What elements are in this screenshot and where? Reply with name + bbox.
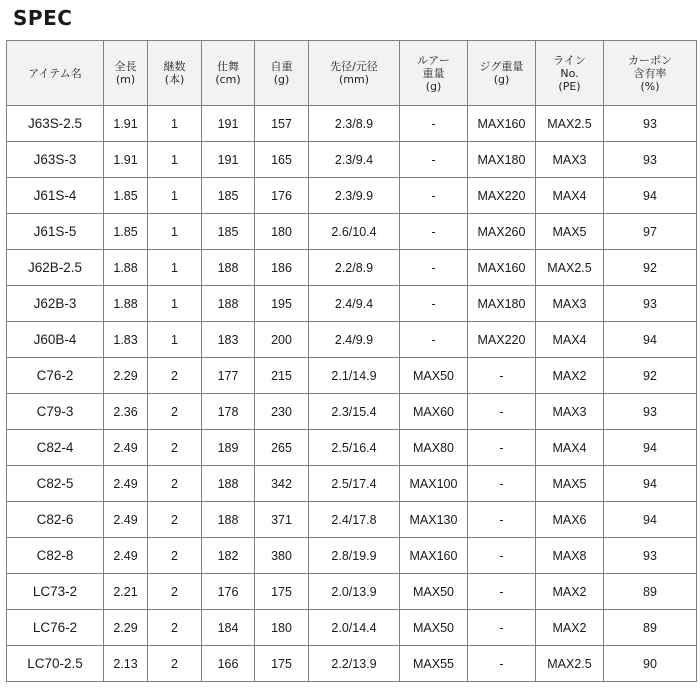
table-cell: MAX220 (468, 178, 536, 214)
table-cell: 97 (604, 214, 697, 250)
table-row (7, 214, 697, 250)
table-cell: 2.4/17.8 (309, 502, 400, 538)
table-cell: 2.5/17.4 (309, 466, 400, 502)
table-cell: - (468, 646, 536, 682)
table-cell: 380 (255, 538, 309, 574)
table-cell: 2.3/9.9 (309, 178, 400, 214)
table-row (7, 466, 697, 502)
table-cell: - (468, 610, 536, 646)
table-cell: 183 (202, 322, 255, 358)
table-cell: MAX2 (536, 610, 604, 646)
table-cell: 371 (255, 502, 309, 538)
item-name-cell: C82-4 (7, 430, 104, 466)
table-cell: 89 (604, 610, 697, 646)
table-cell: MAX55 (400, 646, 468, 682)
table-cell: 182 (202, 538, 255, 574)
table-cell: 2.3/15.4 (309, 394, 400, 430)
table-row (7, 646, 697, 682)
table-cell: 2.36 (104, 394, 148, 430)
table-cell: MAX3 (536, 142, 604, 178)
table-row (7, 322, 697, 358)
table-cell: 2.3/8.9 (309, 106, 400, 142)
table-cell: 176 (255, 178, 309, 214)
table-cell: 90 (604, 646, 697, 682)
table-cell: MAX160 (468, 106, 536, 142)
table-cell: 175 (255, 574, 309, 610)
table-cell: 185 (202, 214, 255, 250)
table-cell: 184 (202, 610, 255, 646)
table-cell: 2 (148, 502, 202, 538)
item-name-cell: J61S-5 (7, 214, 104, 250)
table-cell: 2.13 (104, 646, 148, 682)
page-title: SPEC (13, 6, 73, 30)
table-cell: MAX60 (400, 394, 468, 430)
table-cell: 1 (148, 322, 202, 358)
table-cell: MAX50 (400, 574, 468, 610)
table-row (7, 142, 697, 178)
table-cell: - (400, 250, 468, 286)
column-header: カーボン 含有率 (%) (604, 41, 697, 106)
table-cell: 1.85 (104, 214, 148, 250)
table-cell: 2.49 (104, 538, 148, 574)
table-cell: 189 (202, 430, 255, 466)
table-cell: 2 (148, 358, 202, 394)
table-cell: 215 (255, 358, 309, 394)
table-cell: - (468, 358, 536, 394)
table-cell: 2.1/14.9 (309, 358, 400, 394)
table-cell: MAX3 (536, 394, 604, 430)
table-cell: 2 (148, 430, 202, 466)
column-header: 仕舞 (cm) (202, 41, 255, 106)
table-cell: MAX2.5 (536, 250, 604, 286)
table-cell: 186 (255, 250, 309, 286)
item-name-cell: LC76-2 (7, 610, 104, 646)
table-cell: MAX2 (536, 358, 604, 394)
table-cell: 265 (255, 430, 309, 466)
table-cell: MAX4 (536, 430, 604, 466)
item-name-cell: C82-8 (7, 538, 104, 574)
table-cell: MAX180 (468, 286, 536, 322)
table-cell: 178 (202, 394, 255, 430)
table-cell: 2 (148, 394, 202, 430)
table-cell: 2.49 (104, 466, 148, 502)
column-header: アイテム名 (7, 41, 104, 106)
table-cell: MAX2 (536, 574, 604, 610)
table-cell: 2 (148, 574, 202, 610)
table-cell: 1 (148, 106, 202, 142)
table-cell: 1 (148, 178, 202, 214)
table-cell: 94 (604, 466, 697, 502)
table-cell: 1.85 (104, 178, 148, 214)
table-cell: 230 (255, 394, 309, 430)
table-cell: 1.88 (104, 286, 148, 322)
column-header: ルアー 重量 (g) (400, 41, 468, 106)
table-cell: 2.29 (104, 610, 148, 646)
table-cell: 1 (148, 214, 202, 250)
table-cell: 200 (255, 322, 309, 358)
table-cell: 2 (148, 646, 202, 682)
table-cell: MAX50 (400, 358, 468, 394)
table-cell: MAX8 (536, 538, 604, 574)
table-cell: MAX50 (400, 610, 468, 646)
table-cell: 94 (604, 430, 697, 466)
table-cell: 2.8/19.9 (309, 538, 400, 574)
table-cell: 166 (202, 646, 255, 682)
table-cell: MAX220 (468, 322, 536, 358)
header-row (7, 41, 697, 106)
column-header: 先径/元径 (mm) (309, 41, 400, 106)
table-cell: 2.21 (104, 574, 148, 610)
table-cell: 185 (202, 178, 255, 214)
item-name-cell: LC70-2.5 (7, 646, 104, 682)
table-cell: 180 (255, 610, 309, 646)
table-cell: 195 (255, 286, 309, 322)
table-cell: 93 (604, 286, 697, 322)
column-header: ジグ重量 (g) (468, 41, 536, 106)
table-cell: 2.2/13.9 (309, 646, 400, 682)
table-cell: MAX160 (400, 538, 468, 574)
item-name-cell: J62B-2.5 (7, 250, 104, 286)
column-header: 継数 (本) (148, 41, 202, 106)
table-cell: 175 (255, 646, 309, 682)
table-cell: 92 (604, 358, 697, 394)
table-cell: 92 (604, 250, 697, 286)
column-header: ライン No. (PE) (536, 41, 604, 106)
table-cell: 1.91 (104, 142, 148, 178)
table-cell: 1.91 (104, 106, 148, 142)
item-name-cell: J62B-3 (7, 286, 104, 322)
table-row (7, 394, 697, 430)
table-cell: 94 (604, 502, 697, 538)
table-cell: 1 (148, 250, 202, 286)
item-name-cell: LC73-2 (7, 574, 104, 610)
item-name-cell: J61S-4 (7, 178, 104, 214)
table-row (7, 106, 697, 142)
table-cell: 2.49 (104, 502, 148, 538)
table-cell: 2 (148, 466, 202, 502)
table-row (7, 286, 697, 322)
table-cell: MAX160 (468, 250, 536, 286)
table-cell: - (468, 538, 536, 574)
table-cell: - (468, 574, 536, 610)
table-cell: 191 (202, 106, 255, 142)
table-cell: MAX2.5 (536, 106, 604, 142)
table-cell: - (400, 142, 468, 178)
table-cell: MAX130 (400, 502, 468, 538)
table-row (7, 430, 697, 466)
table-cell: 188 (202, 466, 255, 502)
item-name-cell: C82-6 (7, 502, 104, 538)
table-cell: 1.83 (104, 322, 148, 358)
item-name-cell: J63S-2.5 (7, 106, 104, 142)
table-cell: 93 (604, 106, 697, 142)
table-cell: MAX6 (536, 502, 604, 538)
table-cell: MAX100 (400, 466, 468, 502)
table-cell: 177 (202, 358, 255, 394)
table-body (7, 106, 697, 682)
table-row (7, 178, 697, 214)
table-cell: 1.88 (104, 250, 148, 286)
column-header: 自重 (g) (255, 41, 309, 106)
table-cell: 2 (148, 538, 202, 574)
table-cell: MAX4 (536, 322, 604, 358)
table-row (7, 250, 697, 286)
table-cell: 1 (148, 142, 202, 178)
table-cell: 94 (604, 322, 697, 358)
table-cell: 2.4/9.4 (309, 286, 400, 322)
table-cell: 93 (604, 142, 697, 178)
table-row (7, 610, 697, 646)
table-cell: 2.6/10.4 (309, 214, 400, 250)
table-cell: 2.2/8.9 (309, 250, 400, 286)
table-cell: MAX2.5 (536, 646, 604, 682)
table-cell: 1 (148, 286, 202, 322)
item-name-cell: J63S-3 (7, 142, 104, 178)
table-cell: 176 (202, 574, 255, 610)
table-cell: MAX5 (536, 214, 604, 250)
table-cell: MAX5 (536, 466, 604, 502)
table-cell: 191 (202, 142, 255, 178)
table-cell: 93 (604, 538, 697, 574)
table-cell: 2.49 (104, 430, 148, 466)
table-cell: - (468, 502, 536, 538)
item-name-cell: C76-2 (7, 358, 104, 394)
table-cell: - (400, 106, 468, 142)
table-cell: 89 (604, 574, 697, 610)
table-cell: 180 (255, 214, 309, 250)
table-row (7, 502, 697, 538)
item-name-cell: C82-5 (7, 466, 104, 502)
table-cell: 342 (255, 466, 309, 502)
table-cell: - (400, 286, 468, 322)
table-cell: 2.5/16.4 (309, 430, 400, 466)
table-cell: 2.0/14.4 (309, 610, 400, 646)
table-cell: 2.4/9.9 (309, 322, 400, 358)
table-cell: - (400, 322, 468, 358)
table-cell: 2.29 (104, 358, 148, 394)
table-cell: 188 (202, 250, 255, 286)
table-row (7, 574, 697, 610)
spec-table (6, 40, 697, 682)
item-name-cell: C79-3 (7, 394, 104, 430)
table-cell: 2.3/9.4 (309, 142, 400, 178)
table-cell: - (468, 394, 536, 430)
table-cell: 165 (255, 142, 309, 178)
table-cell: - (400, 178, 468, 214)
table-cell: - (400, 214, 468, 250)
table-cell: 2 (148, 610, 202, 646)
table-cell: - (468, 430, 536, 466)
table-cell: - (468, 466, 536, 502)
item-name-cell: J60B-4 (7, 322, 104, 358)
table-cell: 188 (202, 502, 255, 538)
table-cell: MAX260 (468, 214, 536, 250)
table-cell: 94 (604, 178, 697, 214)
table-cell: 93 (604, 394, 697, 430)
table-cell: MAX180 (468, 142, 536, 178)
table-row (7, 358, 697, 394)
table-cell: 2.0/13.9 (309, 574, 400, 610)
table-cell: MAX4 (536, 178, 604, 214)
table-cell: 188 (202, 286, 255, 322)
table-cell: MAX80 (400, 430, 468, 466)
table-cell: MAX3 (536, 286, 604, 322)
column-header: 全長 (m) (104, 41, 148, 106)
table-cell: 157 (255, 106, 309, 142)
table-row (7, 538, 697, 574)
